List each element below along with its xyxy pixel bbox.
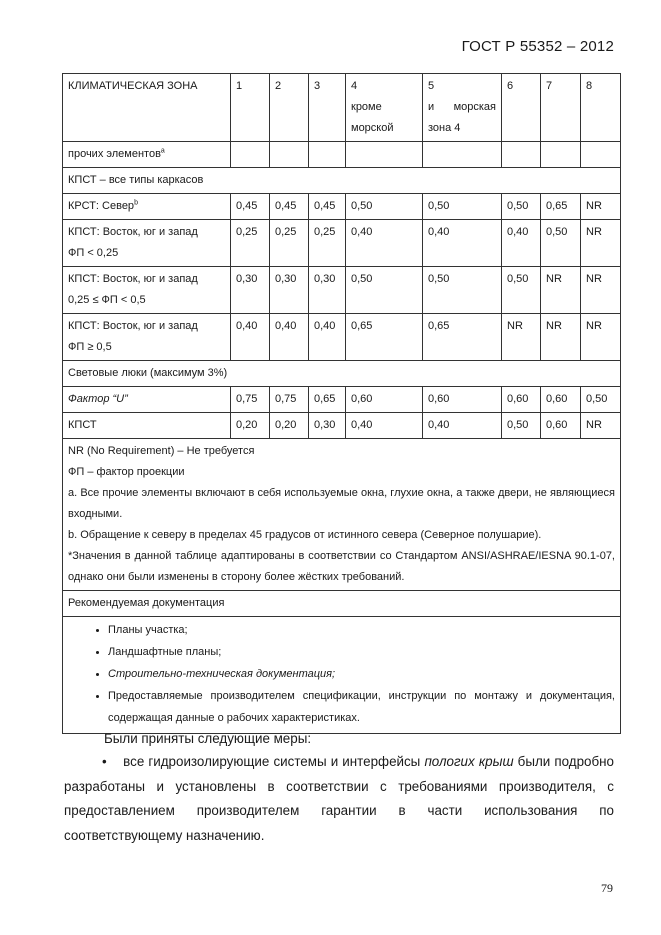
row-label: КПСТ: Восток, юг и запад ФП < 0,25	[63, 220, 231, 267]
note-star: *Значения в данной таблице адаптированы в соответствии со Стандартом ANSI/ASHRAE/IESNA 90.1-07, однако они были изменены в сторону более жёстких требований.	[68, 550, 615, 583]
cell: 0,45	[270, 194, 309, 220]
cell: 0,25	[270, 220, 309, 267]
zone-1-header: 1	[231, 74, 270, 142]
measures-intro: Были приняты следующие меры:	[104, 731, 312, 746]
list-item: • Предоставляемые производителем спецификации, инструкции по монтажу и документация, содержащая данные о рабочих характеристиках.	[108, 685, 615, 729]
cell: NR	[581, 267, 621, 314]
table-row	[63, 314, 621, 361]
notes-row	[63, 439, 621, 591]
cell: 0,25	[231, 220, 270, 267]
cell: 0,40	[309, 314, 346, 361]
rec-docs-row	[63, 617, 621, 734]
cell: 0,30	[270, 267, 309, 314]
note-nr: NR (No Requirement) – Не требуется	[68, 445, 255, 457]
cell: 0,45	[309, 194, 346, 220]
zone-8-header: 8	[581, 74, 621, 142]
cell: 0,50	[423, 267, 502, 314]
note-fp: ФП – фактор проекции	[68, 466, 185, 478]
cell: 0,75	[231, 387, 270, 413]
table-row	[63, 142, 621, 168]
cell: NR	[541, 267, 581, 314]
cell: 0,50	[502, 413, 541, 439]
cell: 0,30	[309, 413, 346, 439]
section-title: КПСТ – все типы каркасов	[63, 168, 621, 194]
cell: 0,30	[231, 267, 270, 314]
cell: 0,50	[423, 194, 502, 220]
cell: 0,50	[541, 220, 581, 267]
cell: 0,25	[309, 220, 346, 267]
section-row	[63, 361, 621, 387]
table-notes	[63, 439, 621, 591]
cell: 0,20	[231, 413, 270, 439]
cell: 0,40	[346, 220, 423, 267]
cell: 0,40	[502, 220, 541, 267]
cell: 0,60	[541, 387, 581, 413]
measures-paragraph: • все гидроизолирующие системы и интерфейсы пологих крыш были подробно разработаны и установлены в соответствии с требованиями производителя, с предоставлением производителем гарантии в части использования по соответствующему назначению.	[64, 754, 615, 843]
page-number: 79	[601, 881, 613, 895]
table-row	[63, 413, 621, 439]
cell: 0,30	[309, 267, 346, 314]
cell: 0,60	[346, 387, 423, 413]
list-item: • Планы участка;	[108, 619, 615, 641]
document-header: ГОСТ Р 55352 – 2012	[461, 38, 614, 55]
cell: NR	[581, 220, 621, 267]
recommended-docs-list	[63, 617, 621, 734]
cell: NR	[541, 314, 581, 361]
zone-5-header: 5 и морская зона 4	[423, 74, 502, 142]
cell: 0,60	[502, 387, 541, 413]
table-row	[63, 267, 621, 314]
cell: 0,65	[541, 194, 581, 220]
row-label: КПСТ	[63, 413, 231, 439]
cell: NR	[581, 314, 621, 361]
table-row	[63, 194, 621, 220]
table-row	[63, 387, 621, 413]
cell: 0,65	[423, 314, 502, 361]
cell: 0,65	[346, 314, 423, 361]
zone-4-header: 4 кроме морской	[346, 74, 423, 142]
other-elements-cell: прочих элементов$^a$	[63, 142, 231, 168]
table-header-row	[63, 74, 621, 142]
cell: 0,65	[309, 387, 346, 413]
section-title: Световые люки (максимум 3%)	[63, 361, 621, 387]
section-row	[63, 591, 621, 617]
zone-2-header: 2	[270, 74, 309, 142]
cell: NR	[502, 314, 541, 361]
cell: 0,60	[423, 387, 502, 413]
row-label: КПСТ: Восток, юг и запад ФП ≥ 0,5	[63, 314, 231, 361]
cell: 0,50	[502, 194, 541, 220]
cell: 0,40	[231, 314, 270, 361]
cell: 0,40	[346, 413, 423, 439]
climate-zone-header: КЛИМАТИЧЕСКАЯ ЗОНА	[63, 74, 231, 142]
row-label: КПСТ: Восток, юг и запад 0,25 ≤ ФП < 0,5	[63, 267, 231, 314]
row-label: Фактор “U”	[63, 387, 231, 413]
cell: 0,75	[270, 387, 309, 413]
note-b: b. Обращение к северу в пределах 45 градусов от истинного севера (Северное полушарие).	[68, 529, 542, 541]
cell: 0,60	[541, 413, 581, 439]
recommended-docs-title: Рекомендуемая документация	[63, 591, 621, 617]
row-label: КРСТ: Север$^b$	[63, 194, 231, 220]
table-row	[63, 220, 621, 267]
cell: NR	[581, 413, 621, 439]
zone-7-header: 7	[541, 74, 581, 142]
section-row	[63, 168, 621, 194]
bullet-icon: •	[102, 754, 124, 769]
cell: NR	[581, 194, 621, 220]
cell: 0,50	[346, 194, 423, 220]
note-a: a. Все прочие элементы включают в себя используемые окна, глухие окна, а также двери, не являющиеся входными.	[68, 487, 615, 520]
list-item: • Строительно-техническая документация;	[108, 663, 615, 685]
cell: 0,50	[581, 387, 621, 413]
cell: 0,45	[231, 194, 270, 220]
cell: 0,20	[270, 413, 309, 439]
cell: 0,40	[423, 413, 502, 439]
requirements-table	[62, 73, 621, 734]
cell: 0,40	[423, 220, 502, 267]
zone-6-header: 6	[502, 74, 541, 142]
zone-3-header: 3	[309, 74, 346, 142]
list-item: • Ландшафтные планы;	[108, 641, 615, 663]
cell: 0,40	[270, 314, 309, 361]
cell: 0,50	[502, 267, 541, 314]
cell: 0,50	[346, 267, 423, 314]
